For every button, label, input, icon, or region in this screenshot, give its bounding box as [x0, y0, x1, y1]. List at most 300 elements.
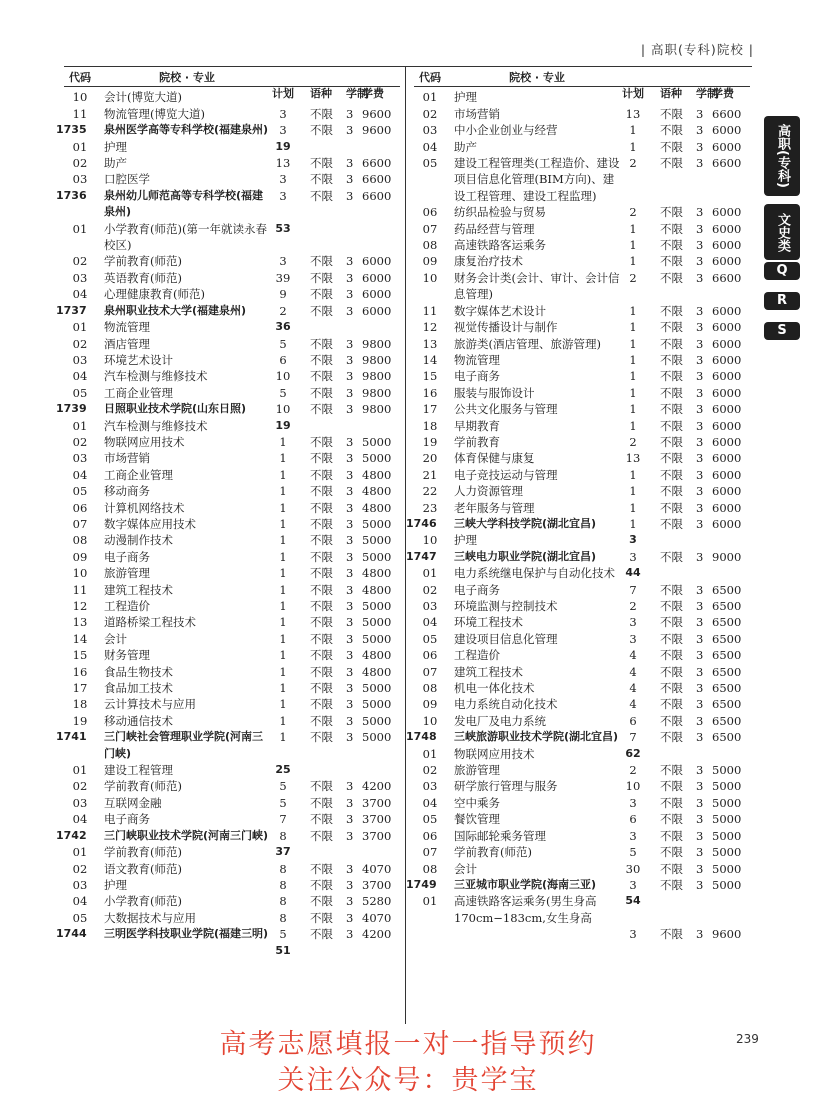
code: 1742: [56, 828, 87, 842]
years: 3: [346, 451, 354, 466]
language: 不限: [660, 549, 683, 564]
major-name: 数字媒体艺术设计: [454, 303, 546, 318]
code: 03: [72, 172, 88, 187]
years: 3: [696, 763, 704, 778]
code: 05: [72, 385, 88, 400]
years: 3: [696, 648, 704, 663]
tuition: 6000: [712, 434, 742, 449]
language: 不限: [310, 270, 333, 285]
years: 3: [346, 861, 354, 876]
school-name: 三亚城市职业学院(海南三亚): [454, 877, 597, 891]
tuition: 6000: [712, 369, 742, 384]
language: 不限: [310, 188, 333, 203]
years: 3: [696, 681, 704, 696]
plan-count: 36: [275, 320, 291, 334]
plan-count: 3: [629, 631, 637, 646]
language: 不限: [310, 894, 333, 909]
major-name: 心理健康教育(师范): [104, 287, 205, 302]
major-name: 旅游管理: [104, 566, 150, 581]
code: 12: [72, 599, 88, 613]
years: 3: [696, 484, 704, 499]
tuition: 3700: [362, 812, 392, 827]
major-name: 会计: [104, 631, 127, 646]
code: 01: [422, 566, 438, 581]
code: 02: [72, 336, 88, 351]
code: 1746: [406, 516, 437, 530]
plan-count: 1: [279, 664, 287, 679]
major-name: 财务管理: [104, 648, 150, 663]
tab-s[interactable]: S: [764, 322, 800, 340]
plan-count: 1: [629, 418, 637, 433]
years: 3: [696, 139, 704, 154]
school-name: 泉州医学高等专科学校(福建泉州): [104, 123, 269, 137]
language: 不限: [660, 303, 683, 318]
major-name: 药品经营与管理: [454, 221, 535, 236]
code: 03: [72, 451, 88, 466]
header-code: 代码: [419, 71, 441, 84]
plan-count: 4: [629, 697, 637, 712]
code: 02: [72, 156, 88, 171]
plan-count: 1: [279, 484, 287, 499]
plan-count: 3: [629, 927, 637, 942]
major-name: 计算机网络技术: [104, 500, 185, 515]
tuition: 5000: [712, 861, 742, 876]
plan-count: 1: [629, 123, 637, 138]
header-years: 学制: [346, 87, 368, 101]
major-name: 小学教育(师范)(第一年就读永春校区): [104, 221, 267, 253]
code: 05: [422, 631, 438, 646]
plan-count: 1: [279, 648, 287, 663]
tuition: 6000: [712, 254, 742, 269]
language: 不限: [310, 910, 333, 925]
code: 12: [422, 320, 438, 335]
major-name: 工程造价: [454, 648, 500, 663]
major-name: 纺织品检验与贸易: [454, 205, 546, 220]
code: 14: [422, 352, 438, 367]
language: 不限: [310, 484, 333, 499]
code: 10: [422, 713, 438, 728]
left-column: [56, 70, 400, 957]
major-name: 工商企业管理: [104, 385, 173, 400]
tuition: 5000: [362, 451, 392, 466]
years: 3: [696, 697, 704, 712]
tuition: 6500: [712, 697, 742, 712]
code: 03: [72, 270, 88, 285]
code: 1741: [56, 730, 87, 744]
major-name: 旅游类(酒店管理、旅游管理): [454, 336, 601, 351]
language: 不限: [310, 369, 333, 384]
code: 10: [72, 566, 88, 581]
major-name: 护理: [104, 139, 127, 154]
code: 21: [422, 467, 438, 482]
major-name: 工程造价: [104, 599, 150, 613]
years: 3: [696, 615, 704, 630]
tuition: 6500: [712, 713, 742, 728]
tuition: 6600: [712, 156, 742, 171]
tuition: 6000: [712, 320, 742, 335]
plan-count: 1: [279, 533, 287, 548]
plan-count: 3: [279, 188, 287, 203]
watermark-line-1: 高考志愿填报一对一指导预约: [219, 1029, 597, 1060]
language: 不限: [310, 500, 333, 515]
tuition: 4200: [362, 927, 392, 942]
years: 3: [696, 779, 704, 794]
major-name: 康复治疗技术: [454, 254, 523, 269]
tuition: 5000: [362, 681, 392, 696]
years: 3: [346, 549, 354, 564]
code: 13: [72, 615, 88, 630]
code: 07: [422, 664, 438, 679]
major-name: 财务会计类(会计、审计、会计信息管理): [454, 270, 620, 302]
tuition: 6000: [362, 287, 392, 302]
school-name: 三峡大学科技学院(湖北宜昌): [454, 516, 597, 530]
plan-count: 51: [275, 943, 291, 957]
major-row: [414, 893, 750, 942]
tuition: 6000: [712, 221, 742, 236]
header-years: 学制: [696, 87, 718, 101]
plan-count: 3: [279, 254, 287, 269]
tuition: 6500: [712, 648, 742, 663]
tuition: 9600: [712, 927, 742, 942]
header-code: 代码: [69, 71, 91, 84]
school-name: 泉州幼儿师范高等专科学校(福建泉州): [104, 188, 264, 219]
plan-count: 4: [629, 681, 637, 696]
plan-count: 54: [625, 894, 641, 908]
tuition: 9800: [362, 336, 392, 351]
plan-count: 5: [279, 385, 287, 400]
code: 22: [422, 484, 438, 499]
tuition: 5000: [362, 697, 392, 712]
tuition: 5000: [362, 599, 392, 613]
code: 03: [72, 795, 88, 810]
language: 不限: [660, 681, 683, 696]
language: 不限: [660, 615, 683, 630]
code: 09: [72, 549, 88, 564]
plan-count: 1: [279, 713, 287, 728]
code: 07: [72, 516, 88, 531]
code: 04: [422, 795, 438, 810]
major-name: 市场营销: [104, 451, 150, 466]
plan-count: 7: [629, 582, 637, 597]
code: 1747: [406, 549, 437, 563]
tuition: 5000: [362, 434, 392, 449]
code: 08: [72, 533, 88, 548]
language: 不限: [310, 451, 333, 466]
plan-count: 1: [279, 681, 287, 696]
tuition: 6000: [362, 270, 392, 285]
tab-liberal-arts[interactable]: 文史类: [764, 204, 800, 260]
header-plan: 计划: [272, 87, 294, 101]
plan-count: 1: [629, 303, 637, 318]
code: 10: [422, 533, 438, 548]
language: 不限: [310, 812, 333, 827]
code: 02: [72, 779, 88, 794]
language: 不限: [660, 139, 683, 154]
plan-count: 1: [629, 369, 637, 384]
tuition: 6500: [712, 664, 742, 679]
language: 不限: [310, 123, 333, 138]
tuition: 9800: [362, 402, 392, 417]
major-name: 老年服务与管理: [454, 500, 535, 515]
tuition: 3700: [362, 795, 392, 810]
language: 不限: [310, 648, 333, 663]
tuition: 5000: [362, 516, 392, 531]
plan-count: 8: [279, 910, 287, 925]
tab-q[interactable]: Q: [764, 262, 800, 280]
major-name: 道路桥梁工程技术: [104, 615, 196, 630]
major-name: 汽车检测与维修技术: [104, 418, 208, 433]
tuition: 9600: [362, 123, 392, 138]
tuition: 6600: [712, 106, 742, 121]
years: 3: [696, 631, 704, 646]
major-name: 云计算技术与应用: [104, 697, 196, 712]
plan-count: 8: [279, 828, 287, 843]
code: 08: [422, 681, 438, 696]
years: 3: [346, 877, 354, 892]
language: 不限: [660, 927, 683, 942]
code: 02: [422, 582, 438, 597]
language: 不限: [660, 516, 683, 531]
tuition: 6000: [712, 500, 742, 515]
tuition: 6000: [712, 352, 742, 367]
code: 03: [422, 779, 438, 794]
years: 3: [346, 795, 354, 810]
language: 不限: [660, 270, 683, 285]
plan-count: 1: [279, 500, 287, 515]
code: 15: [422, 369, 438, 384]
major-name: 物联网应用技术: [454, 746, 535, 761]
language: 不限: [310, 877, 333, 892]
language: 不限: [310, 549, 333, 564]
tuition: 4800: [362, 484, 392, 499]
tuition: 6000: [712, 418, 742, 433]
years: 3: [346, 910, 354, 925]
code: 04: [422, 615, 438, 630]
code: 10: [72, 90, 88, 105]
plan-count: 1: [279, 615, 287, 630]
plan-count: 3: [629, 795, 637, 810]
plan-count: 1: [279, 516, 287, 531]
plan-count: 2: [629, 763, 637, 778]
code: 05: [72, 910, 88, 925]
plan-count: 5: [279, 795, 287, 810]
school-name: 三峡电力职业学院(湖北宜昌): [454, 549, 597, 563]
code: 16: [72, 664, 88, 679]
tab-vocational[interactable]: 高职(专科): [764, 116, 800, 196]
years: 3: [346, 894, 354, 909]
years: 3: [346, 664, 354, 679]
major-name: 餐饮管理: [454, 812, 500, 827]
tuition: 5000: [712, 877, 742, 892]
tuition: 6000: [362, 303, 392, 318]
tuition: 6500: [712, 599, 742, 613]
major-name: 学前教育(师范): [104, 845, 182, 860]
major-name: 互联网金融: [104, 795, 162, 810]
code: 20: [422, 451, 438, 466]
years: 3: [346, 927, 354, 942]
tuition: 6600: [362, 172, 392, 187]
tuition: 6500: [712, 582, 742, 597]
language: 不限: [310, 795, 333, 810]
plan-count: 8: [279, 877, 287, 892]
language: 不限: [310, 467, 333, 482]
code: 05: [72, 484, 88, 499]
years: 3: [346, 648, 354, 663]
years: 3: [346, 713, 354, 728]
plan-count: 30: [625, 861, 641, 876]
code: 04: [72, 894, 88, 909]
major-name: 环境艺术设计: [104, 352, 173, 367]
code: 04: [422, 139, 438, 154]
plan-count: 10: [625, 779, 641, 794]
code: 03: [422, 599, 438, 613]
language: 不限: [660, 205, 683, 220]
code: 01: [422, 90, 438, 105]
code: 07: [422, 845, 438, 860]
years: 3: [346, 566, 354, 581]
plan-count: 1: [629, 385, 637, 400]
code: 1748: [406, 730, 437, 744]
years: 3: [696, 205, 704, 220]
tuition: 5280: [362, 894, 392, 909]
code: 14: [72, 631, 88, 646]
years: 3: [346, 467, 354, 482]
plan-count: 6: [279, 352, 287, 367]
language: 不限: [310, 599, 333, 613]
code: 06: [422, 828, 438, 843]
tuition: 6000: [362, 254, 392, 269]
tuition: 4070: [362, 910, 392, 925]
major-name: 建筑工程技术: [104, 582, 173, 597]
code: 01: [72, 221, 88, 236]
plan-count: 1: [629, 238, 637, 253]
plan-count: 5: [279, 779, 287, 794]
code: 01: [72, 763, 88, 778]
major-name: 学前教育: [454, 434, 500, 449]
years: 3: [696, 877, 704, 892]
years: 3: [346, 697, 354, 712]
years: 3: [696, 812, 704, 827]
major-name: 汽车检测与维修技术: [104, 369, 208, 384]
tuition: 6000: [712, 123, 742, 138]
major-name: 高速铁路客运乘务: [454, 238, 546, 253]
plan-count: 1: [629, 484, 637, 499]
major-name: 电力系统继电保护与自动化技术: [454, 566, 615, 581]
plan-count: 1: [629, 221, 637, 236]
tuition: 4200: [362, 779, 392, 794]
code: 03: [72, 877, 88, 892]
tuition: 5000: [362, 533, 392, 548]
years: 3: [696, 352, 704, 367]
years: 3: [696, 795, 704, 810]
language: 不限: [660, 254, 683, 269]
tuition: 9000: [712, 549, 742, 564]
major-name: 小学教育(师范): [104, 894, 182, 909]
language: 不限: [310, 106, 333, 121]
plan-count: 2: [279, 303, 287, 318]
language: 不限: [660, 877, 683, 892]
code: 06: [422, 205, 438, 220]
plan-count: 13: [625, 106, 641, 121]
plan-count: 1: [279, 451, 287, 466]
school-name: 日照职业技术学院(山东日照): [104, 402, 247, 416]
tuition: 6600: [712, 270, 742, 285]
years: 3: [696, 221, 704, 236]
tuition: 4800: [362, 500, 392, 515]
years: 3: [346, 615, 354, 630]
code: 18: [422, 418, 438, 433]
plan-count: 1: [279, 631, 287, 646]
years: 3: [696, 730, 704, 745]
code: 15: [72, 648, 88, 663]
code: 06: [422, 648, 438, 663]
code: 04: [72, 287, 88, 302]
plan-count: 53: [275, 221, 291, 235]
language: 不限: [310, 172, 333, 187]
years: 3: [346, 369, 354, 384]
major-name: 动漫制作技术: [104, 533, 173, 548]
header-school-major: 院校 · 专业: [509, 71, 565, 84]
code: 1735: [56, 123, 87, 137]
years: 3: [696, 861, 704, 876]
code: 17: [422, 402, 438, 417]
plan-count: 5: [279, 927, 287, 942]
plan-count: 6: [629, 812, 637, 827]
code: 01: [422, 894, 438, 909]
header-fee: 学费: [712, 87, 734, 101]
years: 3: [346, 681, 354, 696]
plan-count: 1: [629, 500, 637, 515]
tuition: 5000: [362, 549, 392, 564]
tuition: 5000: [362, 713, 392, 728]
major-name: 人力资源管理: [454, 484, 523, 499]
major-name: 护理: [454, 533, 477, 548]
years: 3: [696, 516, 704, 531]
tuition: 6000: [712, 139, 742, 154]
language: 不限: [310, 681, 333, 696]
years: 3: [346, 156, 354, 171]
language: 不限: [660, 123, 683, 138]
language: 不限: [660, 828, 683, 843]
years: 3: [346, 303, 354, 318]
years: 3: [346, 270, 354, 285]
plan-count: 19: [275, 139, 291, 153]
language: 不限: [310, 516, 333, 531]
plan-count: 3: [279, 106, 287, 121]
tuition: 9800: [362, 369, 392, 384]
plan-count: 1: [279, 467, 287, 482]
plan-count: 5: [629, 845, 637, 860]
language: 不限: [660, 763, 683, 778]
years: 3: [696, 369, 704, 384]
years: 3: [696, 467, 704, 482]
language: 不限: [660, 451, 683, 466]
code: 01: [72, 320, 88, 335]
years: 3: [346, 254, 354, 269]
language: 不限: [310, 664, 333, 679]
major-name: 建设工程管理类(工程造价、建设项目信息化管理(BIM方向)、建设工程管理、建设工程监理): [454, 156, 620, 203]
code: 19: [72, 713, 88, 728]
major-name: 电子商务: [454, 369, 500, 384]
plan-count: 1: [629, 139, 637, 154]
language: 不限: [660, 713, 683, 728]
major-name: 中小企业创业与经营: [454, 123, 558, 138]
tab-r[interactable]: R: [764, 292, 800, 310]
years: 3: [346, 106, 354, 121]
tuition: 5000: [362, 631, 392, 646]
language: 不限: [660, 730, 683, 745]
code: 01: [72, 418, 88, 433]
